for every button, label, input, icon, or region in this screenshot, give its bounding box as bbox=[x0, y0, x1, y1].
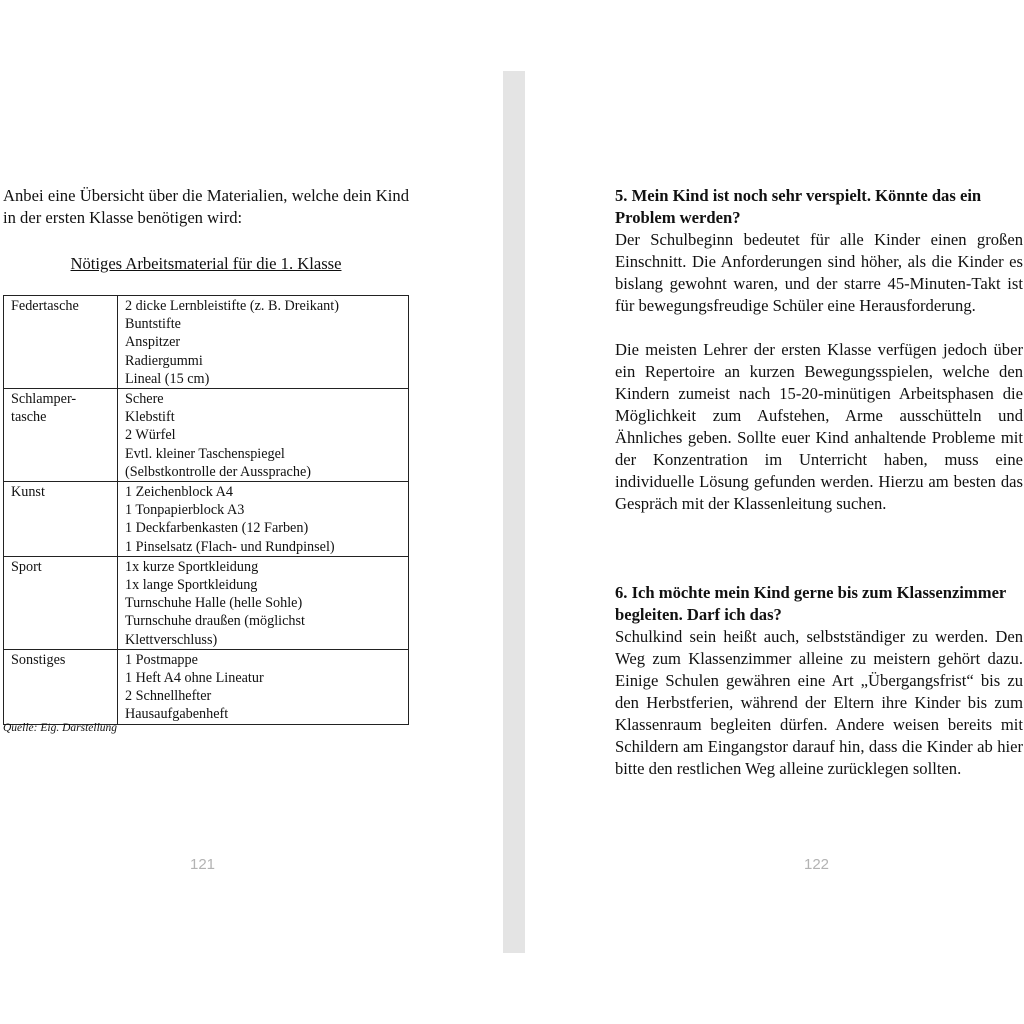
list-item: 1x lange Sportkleidung bbox=[125, 577, 258, 594]
category-cell bbox=[4, 389, 118, 482]
list-item: 1 Tonpapierblock A3 bbox=[125, 502, 245, 519]
page-number-right: 122 bbox=[804, 856, 830, 873]
category-line: Schlamper- bbox=[11, 391, 77, 408]
list-item: 2 dicke Lernbleistifte (z. B. Dreikant) bbox=[125, 298, 339, 314]
list-item: 1x kurze Sportkleidung bbox=[125, 558, 259, 575]
category-cell: Sonstiges bbox=[4, 649, 118, 724]
items-cell bbox=[118, 556, 409, 649]
category-cell: Kunst bbox=[4, 482, 118, 557]
list-item: 1 Deckfarbenkasten (12 Farben) bbox=[125, 520, 309, 537]
list-item: Klebstift bbox=[125, 409, 175, 426]
items-cell bbox=[118, 296, 409, 389]
list-item: 1 Heft A4 ohne Lineatur bbox=[125, 670, 264, 687]
items-cell bbox=[118, 389, 409, 482]
list-item: 1 Pinselsatz (Flach- und Rundpinsel) bbox=[125, 538, 335, 555]
list-item: Anspitzer bbox=[125, 334, 181, 351]
list-item: 1 Postmappe bbox=[125, 651, 198, 668]
table-row bbox=[4, 296, 409, 389]
right-page bbox=[525, 0, 1024, 1024]
list-item: Lineal (15 cm) bbox=[125, 370, 210, 387]
list-item: Turnschuhe Halle (helle Sohle) bbox=[125, 595, 303, 612]
section-heading: 6. Ich möchte mein Kind gerne bis zum Klassenzimmer begleiten. Darf ich das? bbox=[615, 583, 1006, 624]
left-page bbox=[0, 0, 503, 1024]
section-6 bbox=[615, 582, 1023, 780]
list-item: Turnschuhe draußen (möglichst bbox=[125, 613, 305, 630]
section-paragraph: Der Schulbeginn bedeutet für alle Kinder einen großen Einschnitt. Die Anforderungen sind höher, als die Kinder es bislang gewohnt waren, und der starre 45-Minuten-Takt ist für bewegungsfreudige Schüler eine Herausforderung. bbox=[615, 230, 1023, 315]
category-cell: Federtasche bbox=[4, 296, 118, 389]
list-item: (Selbstkontrolle der Aussprache) bbox=[125, 463, 311, 480]
section-paragraph: Schulkind sein heißt auch, selbstständiger zu werden. Den Weg zum Klassenzimmer alleine zu meistern gehört dazu. Einige Schulen gewähren eine Art „Übergangsfrist“ bis zu den Herbstferien, während der Eltern ihre Kinder bis zum Klassenraum begleiten dürfen. Andere weisen bereits mit Schildern am Eingangstor darauf hin, dass die Kinder ab hier bitte den restlichen Weg alleine zurücklegen sollten. bbox=[615, 627, 1023, 778]
table-row bbox=[4, 556, 409, 649]
page-number-left: 121 bbox=[190, 856, 216, 873]
section-5 bbox=[615, 185, 1023, 515]
list-item: Hausaufgabenheft bbox=[125, 706, 229, 723]
materials-table bbox=[3, 295, 409, 725]
list-item: Schere bbox=[125, 391, 164, 408]
list-item: Radiergummi bbox=[125, 352, 203, 369]
table-row bbox=[4, 649, 409, 724]
list-item: 2 Schnellhefter bbox=[125, 688, 212, 705]
category-cell: Sport bbox=[4, 556, 118, 649]
section-heading: 5. Mein Kind ist noch sehr verspielt. Könnte das ein Problem werden? bbox=[615, 186, 982, 227]
list-item: Klettverschluss) bbox=[125, 631, 218, 648]
table-row bbox=[4, 482, 409, 557]
section-paragraph: Die meisten Lehrer der ersten Klasse verfügen jedoch über ein Repertoire an kurzen Bewegungsspielen, welche den Kindern zumeist nach 15-20-minütigen Arbeitsphasen die Möglichkeit zum Aufstehen, Arme ausschütteln und Ähnliches geben. Sollte euer Kind anhaltende Probleme mit der Konzentration im Unterricht haben, muss eine individuelle Lösung gefunden werden. Hierzu am besten das Gespräch mit der Klassenleitung suchen. bbox=[615, 340, 1023, 513]
intro-paragraph: Anbei eine Übersicht über die Materialien, welche dein Kind in der ersten Klasse benötigen wird: bbox=[3, 186, 409, 227]
table-row bbox=[4, 389, 409, 482]
table-source: Quelle: Eig. Darstellung bbox=[3, 722, 118, 734]
items-cell bbox=[118, 482, 409, 557]
category-line: tasche bbox=[11, 409, 47, 426]
table-title: Nötiges Arbeitsmaterial für die 1. Klasse bbox=[70, 254, 342, 273]
book-gutter bbox=[503, 71, 525, 953]
list-item: Buntstifte bbox=[125, 316, 181, 333]
list-item: 1 Zeichenblock A4 bbox=[125, 484, 233, 501]
list-item: Evtl. kleiner Taschenspiegel bbox=[125, 445, 285, 462]
items-cell bbox=[118, 649, 409, 724]
list-item: 2 Würfel bbox=[125, 427, 176, 444]
